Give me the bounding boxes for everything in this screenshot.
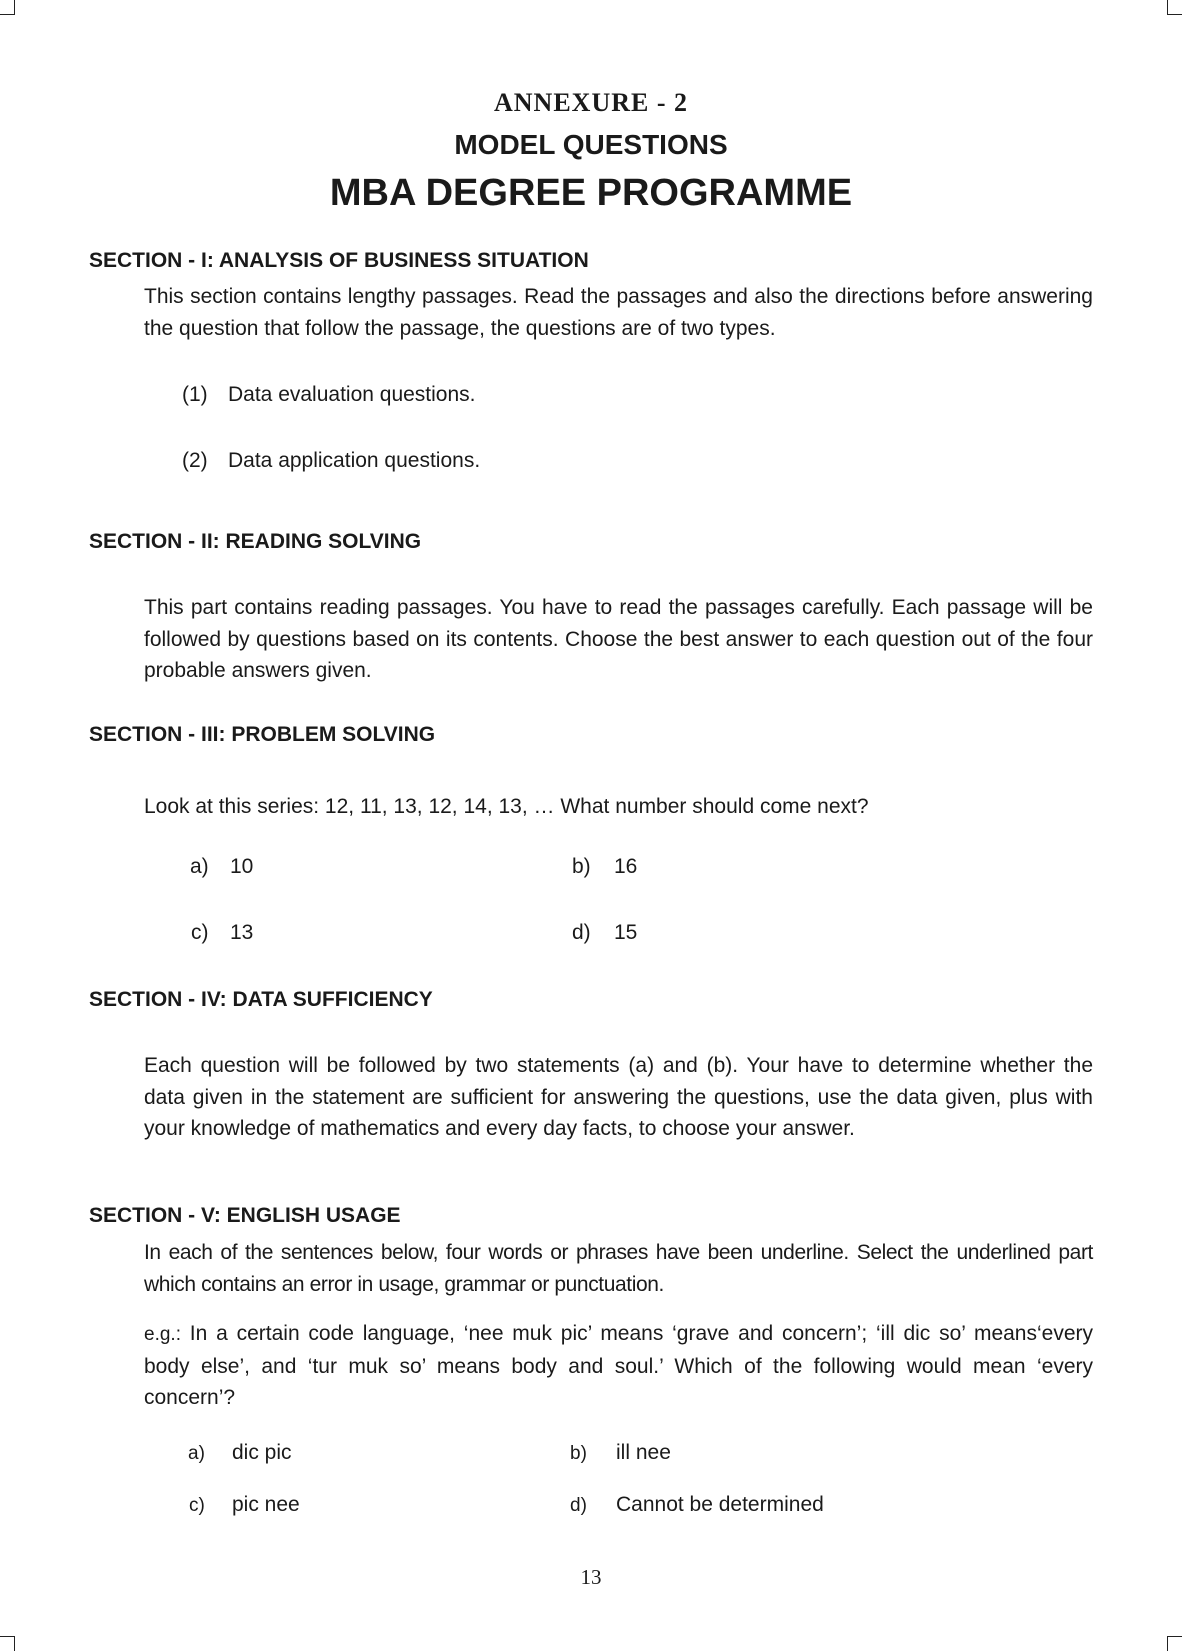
option-c [189, 1493, 300, 1517]
crop-mark-top-left [0, 0, 15, 15]
option-a [190, 855, 253, 879]
option-label: c) [191, 921, 209, 944]
section-4-heading: SECTION - IV: DATA SUFFICIENCY [89, 988, 433, 1011]
crop-mark-top-right [1167, 0, 1182, 15]
option-label: c) [189, 1495, 205, 1516]
option-d [570, 1493, 824, 1517]
item-text: Data application questions. [228, 449, 481, 472]
option-b [572, 855, 637, 879]
section-5-heading: SECTION - V: ENGLISH USAGE [89, 1204, 401, 1227]
option-label: d) [570, 1495, 587, 1516]
option-label: b) [572, 855, 591, 878]
crop-mark-bottom-left [0, 1636, 15, 1651]
option-value: 16 [614, 855, 638, 878]
option-label: b) [570, 1443, 587, 1464]
item-text: Data evaluation questions. [228, 383, 476, 406]
annexure-title: ANNEXURE - 2 [494, 88, 688, 117]
section-1-heading: SECTION - I: ANALYSIS OF BUSINESS SITUATION [89, 249, 589, 272]
section-3-question: Look at this series: 12, 11, 13, 12, 14, 13, … What number should come next? [144, 795, 869, 818]
option-value: pic nee [232, 1493, 300, 1516]
option-value: Cannot be determined [616, 1493, 824, 1516]
crop-mark-bottom-right [1167, 1636, 1182, 1651]
example-text: In a certain code language, ‘nee muk pic’ means ‘grave and concern’; ‘ill dic so’ means‘every body else’, and ‘tur muk so’ means body and soul.’ Which of the following would mean ‘every concern’? [144, 1322, 1094, 1409]
option-value: 10 [230, 855, 254, 878]
programme-title: MBA DEGREE PROGRAMME [329, 172, 853, 214]
page-number: 13 [580, 1565, 602, 1589]
option-c [191, 921, 253, 945]
option-b [570, 1441, 671, 1465]
option-value: 13 [230, 921, 254, 944]
section-5-example [144, 1318, 1093, 1414]
section-4-text: Each question will be followed by two statements (a) and (b). Your have to determine whether the data given in the statement are sufficient for answering the questions, use the data given, plus with your knowledge of mathematics and every day facts, to choose your answer. [144, 1054, 1093, 1140]
section-1-item-1 [182, 383, 476, 407]
section-1-item-2 [182, 449, 480, 473]
option-value: dic pic [232, 1441, 292, 1464]
option-value: 15 [614, 921, 638, 944]
section-2-text: This part contains reading passages. You have to read the passages carefully. Each passage will be followed by questions based on its contents. Choose the best answer to each question out of the four probable answers given. [144, 596, 1093, 682]
model-questions-title: MODEL QUESTIONS [454, 129, 728, 160]
option-a [188, 1441, 292, 1465]
option-label: a) [190, 855, 209, 878]
option-label: a) [188, 1443, 205, 1464]
section-1-text: This section contains lengthy passages. Read the passages and also the directions before answering the question that follow the passage, the questions are of two types. [144, 285, 1093, 340]
item-number: (1) [182, 383, 208, 406]
option-d [572, 921, 637, 945]
item-number: (2) [182, 449, 208, 472]
section-5-text: In each of the sentences below, four words or phrases have been underline. Select the underlined part which contains an error in usage, grammar or punctuation. [144, 1241, 1093, 1296]
option-label: d) [572, 921, 591, 944]
option-value: ill nee [616, 1441, 671, 1464]
section-3-heading: SECTION - III: PROBLEM SOLVING [89, 723, 436, 746]
example-prefix: e.g.: [144, 1324, 181, 1345]
section-2-heading: SECTION - II: READING SOLVING [89, 530, 422, 553]
